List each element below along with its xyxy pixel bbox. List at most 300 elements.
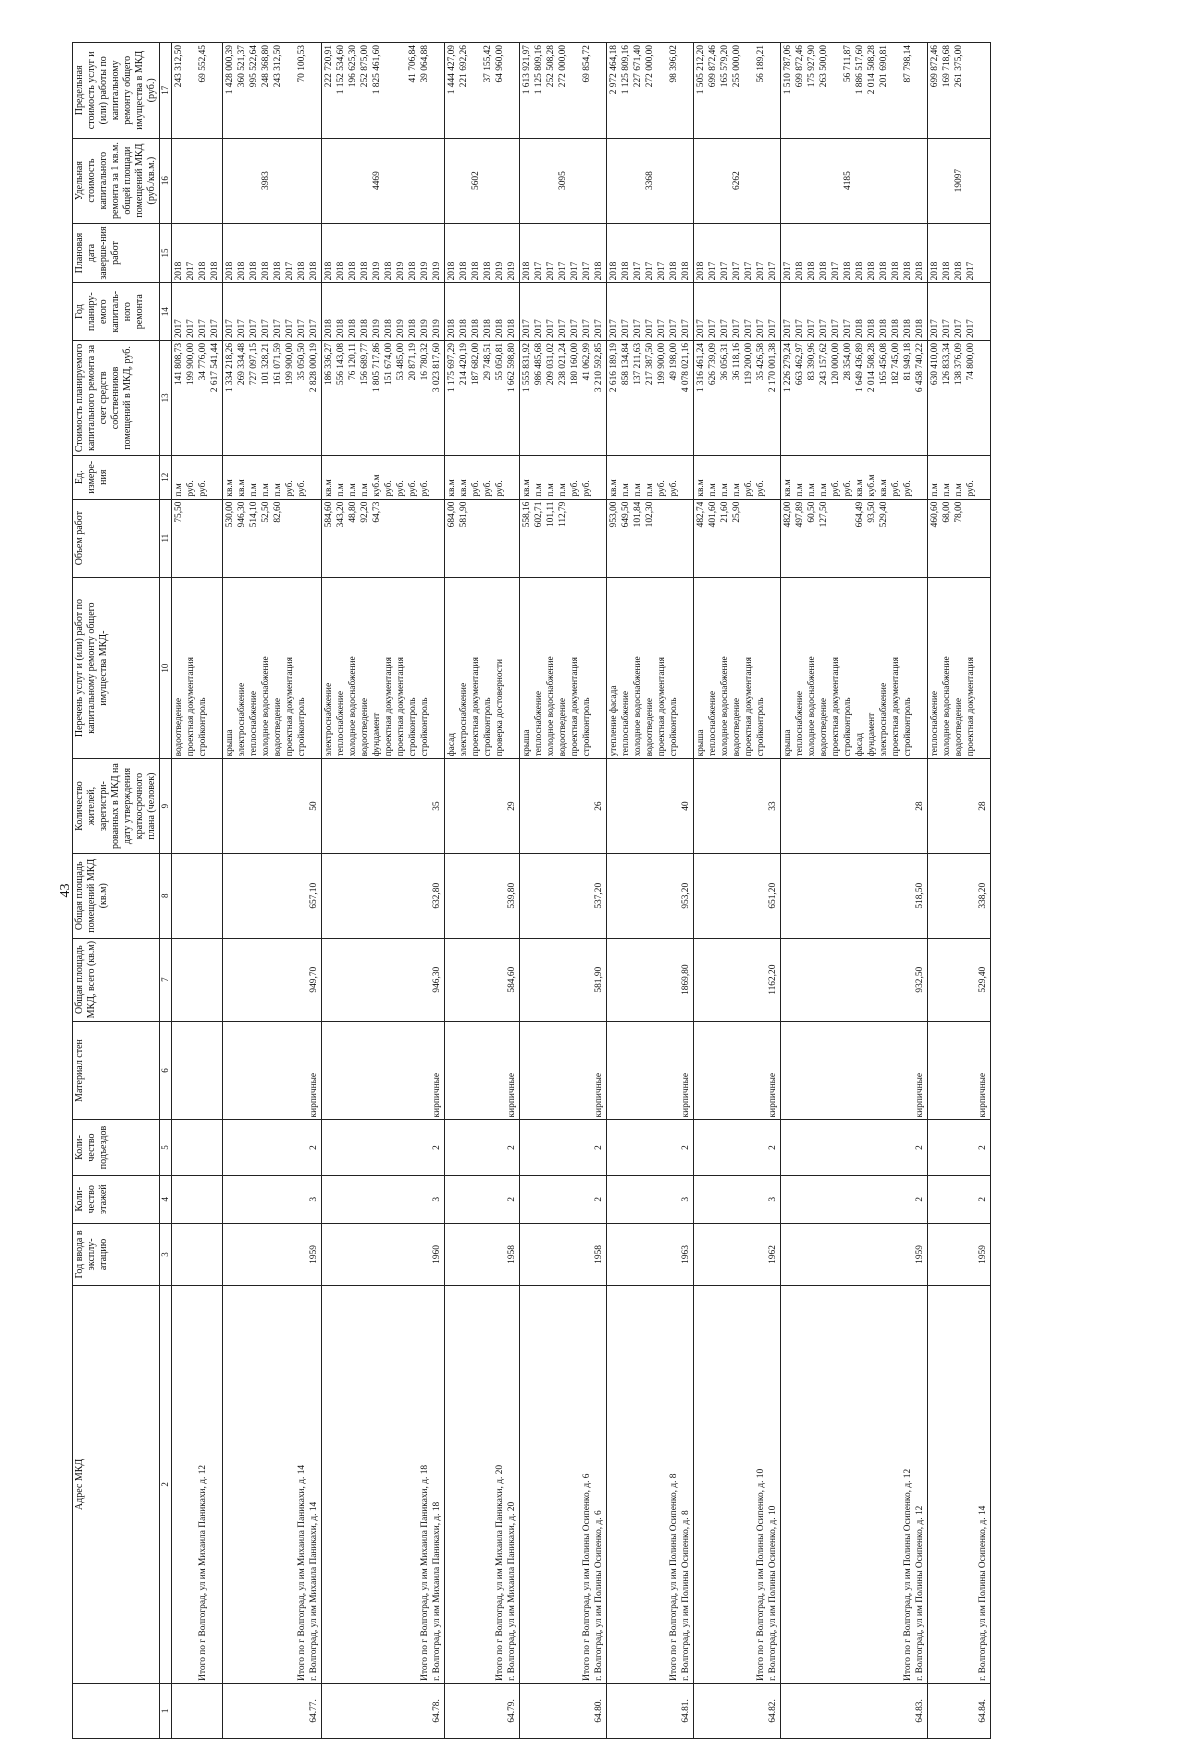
limit-cost-line: 1 886 517,60 (855, 45, 865, 95)
work-unit-line: руб. (966, 480, 976, 497)
plan-end-line: 2018 (879, 261, 889, 281)
house-residents-line (248, 761, 260, 850)
work-unit (607, 455, 694, 499)
house-residents (172, 759, 223, 853)
house-area-total-line (494, 941, 506, 1019)
house-entrances-line (383, 1122, 395, 1172)
house-floors-line: 2 (978, 1196, 988, 1202)
house-address-line (632, 1288, 644, 1681)
house-residents-line (557, 761, 569, 850)
house-address-line: г. Волгоград, ул им Полины Осипенко, д. 12 (915, 1505, 925, 1681)
house-year-line (953, 1226, 965, 1283)
plan-year-line: 2017 (681, 319, 691, 338)
house-address-line (347, 1288, 359, 1681)
work-cost (781, 340, 928, 455)
house-wall-line: кирпичные (681, 1072, 691, 1118)
house-area-total-line (902, 941, 914, 1019)
limit-cost-line (470, 45, 482, 136)
work-name (781, 577, 928, 759)
house-entrances-line (878, 1122, 890, 1172)
limit-cost-line: 69 552,45 (198, 45, 208, 83)
house-floors-line (521, 1178, 533, 1221)
house-area-prem-line: 338,20 (978, 882, 988, 909)
column-header: Удельная стоимость капитального ремонта за 1 кв.м. общей площади помещений МКД (руб./кв.м.) (73, 138, 160, 223)
house-entrances-line (545, 1122, 557, 1172)
plan-year-line: 2018 (879, 319, 889, 338)
work-unit-line: кв.м (696, 479, 706, 497)
column-number: 4 (160, 1175, 172, 1223)
house-area-prem-line (743, 856, 755, 936)
plan-year-line: 2017 (309, 319, 319, 338)
work-name-line: проектная документация (891, 657, 901, 757)
house-year-line (890, 1226, 902, 1283)
house-area-prem-line: 537,20 (594, 882, 604, 909)
column-number: 8 (160, 853, 172, 938)
house-entrances-line (248, 1122, 260, 1172)
row-number-line (323, 1686, 335, 1736)
work-unit-line: руб. (420, 480, 430, 497)
house-year-line (782, 1226, 794, 1283)
plan-end-line: 2018 (237, 261, 247, 281)
plan-year-line: 2018 (408, 319, 418, 338)
plan-year-line: 2017 (237, 319, 247, 338)
house-address-line (644, 1288, 656, 1681)
work-cost-line: 2 170 001,38 (768, 342, 778, 393)
work-name (223, 577, 322, 759)
house-entrances-line (818, 1122, 830, 1172)
plan-year (694, 283, 781, 340)
plan-end-line: 2017 (831, 261, 841, 281)
limit-cost-line: 98 396,02 (669, 45, 679, 83)
work-name-line: водоотведение (732, 697, 742, 757)
house-year-line (878, 1226, 890, 1283)
row-number-line (755, 1686, 767, 1736)
house-area-total-line (446, 941, 458, 1019)
house-area-prem-line (236, 856, 248, 936)
house-floors-line (224, 1178, 236, 1221)
house-floors-line (965, 1178, 977, 1221)
work-name-line: стройконтроль (420, 697, 430, 757)
limit-cost-line (569, 45, 581, 136)
work-name-line: холодное водоснабжение (942, 656, 952, 757)
house-entrances-line (830, 1122, 842, 1172)
unit-cost-line: 3095 (558, 171, 568, 190)
work-name-line: фундамент (867, 712, 877, 757)
house-entrances-line (569, 1122, 581, 1172)
house-address (607, 1285, 694, 1683)
plan-year-line: 2017 (522, 319, 532, 338)
house-address-line: г. Волгоград, ул им Михаила Паникахи, д. 14 (309, 1501, 319, 1681)
work-volume-line (185, 502, 197, 575)
plan-end-line: 2018 (483, 261, 493, 281)
house-address-line (818, 1288, 830, 1681)
house-floors-line (236, 1178, 248, 1221)
work-cost-line: 199 900,00 (186, 342, 196, 386)
work-name-line: стройконтроль (483, 697, 493, 757)
column-number: 6 (160, 1021, 172, 1120)
work-volume-line: 101,11 (546, 501, 556, 527)
house-entrances (928, 1120, 991, 1175)
work-name-line: теплоснабжение (336, 690, 346, 757)
work-volume (928, 499, 991, 577)
house-address-line (470, 1288, 482, 1681)
row-number-line (902, 1686, 914, 1736)
work-unit-line: руб. (384, 480, 394, 497)
work-volume-line (755, 502, 767, 575)
work-unit-line: п.м (336, 483, 346, 497)
house-area-prem-line (731, 856, 743, 936)
unit-cost-line (347, 141, 359, 221)
house-area-total (322, 938, 445, 1021)
house-entrances-line (533, 1122, 545, 1172)
house-address-line (482, 1288, 494, 1681)
work-name-line: холодное водоснабжение (546, 656, 556, 757)
house-residents-line (866, 761, 878, 850)
house-address (172, 1285, 223, 1683)
house-wall-line (854, 1024, 866, 1118)
work-cost-line: 36 056,31 (720, 342, 730, 381)
plan-year-line: 2017 (795, 319, 805, 338)
plan-end-line: 2018 (225, 261, 235, 281)
house-area-total-line: 949,70 (309, 966, 319, 993)
column-header: Коли-чество этажей (73, 1175, 160, 1223)
house-floors-line (878, 1178, 890, 1221)
house-floors-line (371, 1178, 383, 1221)
plan-end-line: 2017 (657, 261, 667, 281)
house-address-line (335, 1288, 347, 1681)
house-entrances (781, 1120, 928, 1175)
row-number-line (197, 1686, 209, 1736)
house-address-line (209, 1288, 221, 1681)
house-wall-line (197, 1024, 209, 1118)
work-unit-line: п.м (360, 483, 370, 497)
unit-cost-line (806, 141, 818, 221)
house-year-line: 1959 (309, 1245, 319, 1264)
house-year-line (347, 1226, 359, 1283)
house-residents-line: 35 (432, 801, 442, 811)
unit-cost (928, 138, 991, 223)
house-floors-line (209, 1178, 221, 1221)
house-area-total-line (830, 941, 842, 1019)
unit-cost (781, 138, 928, 223)
work-unit-line: руб. (657, 480, 667, 497)
work-name-line: водоотведение (558, 697, 568, 757)
house-residents-line (335, 761, 347, 850)
house-area-prem (172, 853, 223, 938)
work-cost-line: 1 334 218,26 (225, 342, 235, 393)
work-unit-line: руб. (831, 480, 841, 497)
house-residents-line (272, 761, 284, 850)
plan-end-line: 2018 (249, 261, 259, 281)
work-cost-line: 243 157,62 (819, 342, 829, 386)
house-floors-line: 3 (432, 1196, 442, 1202)
work-unit-line: п.м (534, 483, 544, 497)
house-floors-line (272, 1178, 284, 1221)
house-residents-line (236, 761, 248, 850)
house-floors-line (335, 1178, 347, 1221)
row-number-line (407, 1686, 419, 1736)
plan-year-line: 2018 (348, 319, 358, 338)
house-wall-line (545, 1024, 557, 1118)
house-wall-line (632, 1024, 644, 1118)
work-cost-line: 81 949,18 (903, 342, 913, 381)
plan-end-line: 2018 (273, 261, 283, 281)
column-number: 10 (160, 577, 172, 759)
plan-year-line: 2017 (582, 319, 592, 338)
work-unit-line: руб. (744, 480, 754, 497)
house-area-prem (520, 853, 607, 938)
unit-cost-line (632, 141, 644, 221)
work-unit-line: руб. (471, 480, 481, 497)
house-residents (322, 759, 445, 853)
house-area-prem-line (248, 856, 260, 936)
house-area-prem-line (446, 856, 458, 936)
row-number-line (371, 1686, 383, 1736)
house-residents-line: 33 (768, 801, 778, 811)
limit-cost-line: 64 960,00 (495, 45, 505, 83)
house-entrances-line: 2 (681, 1145, 691, 1150)
work-name-line: водоотведение (360, 697, 370, 757)
house-residents-line (953, 761, 965, 850)
house-year (694, 1223, 781, 1285)
house-residents-line (446, 761, 458, 850)
house-entrances (172, 1120, 223, 1175)
house-address-line: г. Волгоград, ул им Михаила Паникахи, д. 18 (432, 1501, 442, 1681)
house-residents-line (545, 761, 557, 850)
work-volume-line: 460,60 (930, 501, 940, 528)
house-wall-line: кирпичные (915, 1072, 925, 1118)
house-residents-line (323, 761, 335, 850)
work-volume-line: 92,20 (360, 501, 370, 523)
column-number: 2 (160, 1285, 172, 1683)
limit-cost-line (965, 45, 977, 136)
house-area-total-line (806, 941, 818, 1019)
house-floors-line (719, 1178, 731, 1221)
work-cost-line: 83 390,96 (807, 342, 817, 381)
limit-cost-line: 196 625,30 (348, 45, 358, 88)
house-address-line (260, 1288, 272, 1681)
house-address-line (248, 1288, 260, 1681)
house-wall-line (482, 1024, 494, 1118)
house-year-line (644, 1226, 656, 1283)
work-volume-line: 953,00 (609, 501, 619, 528)
house-area-total-line (407, 941, 419, 1019)
house-area-prem-line (284, 856, 296, 936)
house-wall-line (668, 1024, 680, 1118)
plan-end-line: 2018 (807, 261, 817, 281)
work-cost-line: 53 485,00 (396, 342, 406, 381)
column-header: Стоимость планируемого капитального ремонта за счет средств собственников помещений в МКД, руб. (73, 340, 160, 455)
row-number-line (878, 1686, 890, 1736)
limit-cost (223, 43, 322, 139)
work-name-line: проектная документация (471, 657, 481, 757)
plan-end (928, 223, 991, 283)
work-name (694, 577, 781, 759)
house-year-line (272, 1226, 284, 1283)
work-cost (607, 340, 694, 455)
work-unit-line: кв.м (855, 479, 865, 497)
house-area-prem-line (830, 856, 842, 936)
house-address-line (521, 1288, 533, 1681)
house-area-prem-line (620, 856, 632, 936)
column-number: 15 (160, 223, 172, 283)
plan-end-line: 2018 (915, 261, 925, 281)
house-wall-line (806, 1024, 818, 1118)
house-row (322, 43, 445, 1739)
work-cost-line: 1 175 697,29 (447, 342, 457, 393)
house-floors-line (296, 1178, 308, 1221)
work-volume (445, 499, 520, 577)
limit-cost (172, 43, 223, 139)
house-wall-line (236, 1024, 248, 1118)
row-number-line (929, 1686, 941, 1736)
house-address-line: Итого по г Волгоград, ул им Полины Осипенко, д. 10 (756, 1468, 766, 1681)
house-year-line (446, 1226, 458, 1283)
work-name-line: крыша (225, 729, 235, 757)
house-area-total-line (656, 941, 668, 1019)
unit-cost (694, 138, 781, 223)
house-floors-line (890, 1178, 902, 1221)
work-cost (520, 340, 607, 455)
work-volume-line (494, 502, 506, 575)
work-cost-line: 556 143,08 (336, 342, 346, 386)
house-address-line (284, 1288, 296, 1681)
plan-end-line: 2018 (855, 261, 865, 281)
limit-cost-line (890, 45, 902, 136)
house-area-prem-line (494, 856, 506, 936)
house-floors (172, 1175, 223, 1223)
work-name-line: фасад (447, 732, 457, 757)
row-number-line: 64.84. (978, 1699, 988, 1723)
unit-cost-line (359, 141, 371, 221)
work-name-line: холодное водоснабжение (348, 656, 358, 757)
house-area-prem-line (608, 856, 620, 936)
house-residents-line (347, 761, 359, 850)
plan-year (445, 283, 520, 340)
work-unit-line: кв.м (237, 479, 247, 497)
house-area-total-line (533, 941, 545, 1019)
house-residents-line (644, 761, 656, 850)
house-address-line: г. Волгоград, ул им Полины Осипенко, д. 6 (594, 1510, 604, 1681)
house-residents-line (209, 761, 221, 850)
work-unit-line: руб. (891, 480, 901, 497)
unit-cost-line (323, 141, 335, 221)
house-entrances-line: 2 (978, 1145, 988, 1150)
house-area-prem-line (197, 856, 209, 936)
plan-end-line: 2017 (732, 261, 742, 281)
house-floors-line (743, 1178, 755, 1221)
house-floors-line (323, 1178, 335, 1221)
row-number-line (842, 1686, 854, 1736)
work-cost-line: 76 120,11 (348, 342, 358, 381)
plan-end-line: 2018 (669, 261, 679, 281)
plan-end-line: 2018 (348, 261, 358, 281)
work-unit-line: кв.м (459, 479, 469, 497)
work-name (172, 577, 223, 759)
row-number (223, 1683, 322, 1738)
plan-year-line: 2017 (744, 319, 754, 338)
house-entrances-line (185, 1122, 197, 1172)
limit-cost-line: 1 505 212,20 (696, 45, 706, 95)
house-address-line (854, 1288, 866, 1681)
house-entrances-line (668, 1122, 680, 1172)
house-floors-line (419, 1178, 431, 1221)
house-residents-line (173, 761, 185, 850)
house-year-line (209, 1226, 221, 1283)
work-cost-line: 727 097,15 (249, 342, 259, 386)
house-area-prem-line (323, 856, 335, 936)
house-entrances-line (941, 1122, 953, 1172)
row-number-line (236, 1686, 248, 1736)
house-residents-line (854, 761, 866, 850)
limit-cost-line: 41 706,84 (408, 45, 418, 83)
house-residents-line (731, 761, 743, 850)
house-area-prem-line (782, 856, 794, 936)
limit-cost-line (830, 45, 842, 136)
house-area-total-line: 584,60 (507, 966, 517, 993)
house-address (223, 1285, 322, 1683)
plan-end-line: 2017 (708, 261, 718, 281)
row-number-line (173, 1686, 185, 1736)
house-wall-line (335, 1024, 347, 1118)
limit-cost-line: 248 368,80 (261, 45, 271, 88)
row-number-line (644, 1686, 656, 1736)
plan-year (223, 283, 322, 340)
work-volume (322, 499, 445, 577)
house-address-line (890, 1288, 902, 1681)
house-area-prem-line (953, 856, 965, 936)
work-volume (781, 499, 928, 577)
plan-year-line: 2018 (471, 319, 481, 338)
work-cost-line: 29 748,51 (483, 342, 493, 381)
house-entrances-line (719, 1122, 731, 1172)
work-cost-line: 1 649 436,89 (855, 342, 865, 393)
house-area-prem-line (656, 856, 668, 936)
house-residents (607, 759, 694, 853)
unit-cost (223, 138, 322, 223)
row-number-line (965, 1686, 977, 1736)
house-area-prem (607, 853, 694, 938)
house-address-line (707, 1288, 719, 1681)
plan-end-line: 2018 (408, 261, 418, 281)
work-unit-line: п.м (261, 483, 271, 497)
work-unit-line: п.м (795, 483, 805, 497)
work-cost-line: 161 071,59 (273, 342, 283, 386)
work-unit-line: кв.м (447, 479, 457, 497)
row-number-line: 64.81. (681, 1699, 691, 1723)
unit-cost-line (446, 141, 458, 221)
work-unit (928, 455, 991, 499)
house-area-total-line (260, 941, 272, 1019)
limit-cost-line: 1 152 534,60 (336, 45, 346, 95)
work-name-line: утепление фасада (609, 685, 619, 757)
house-area-total-line (173, 941, 185, 1019)
house-entrances-line (794, 1122, 806, 1172)
house-residents-line (818, 761, 830, 850)
house-floors-line (902, 1178, 914, 1221)
column-header: Количество жителей, зарегистри-рованных в МКД на дату утверждения краткосрочного плана (человек) (73, 759, 160, 853)
house-wall-line (953, 1024, 965, 1118)
house-year-line (620, 1226, 632, 1283)
repair-plan-table (72, 42, 991, 1739)
house-year (172, 1223, 223, 1285)
house-residents-line (632, 761, 644, 850)
row-number-line (521, 1686, 533, 1736)
unit-cost-line (335, 141, 347, 221)
house-residents-line (284, 761, 296, 850)
house-area-prem-line (929, 856, 941, 936)
work-name-line: холодное водоснабжение (807, 656, 817, 757)
